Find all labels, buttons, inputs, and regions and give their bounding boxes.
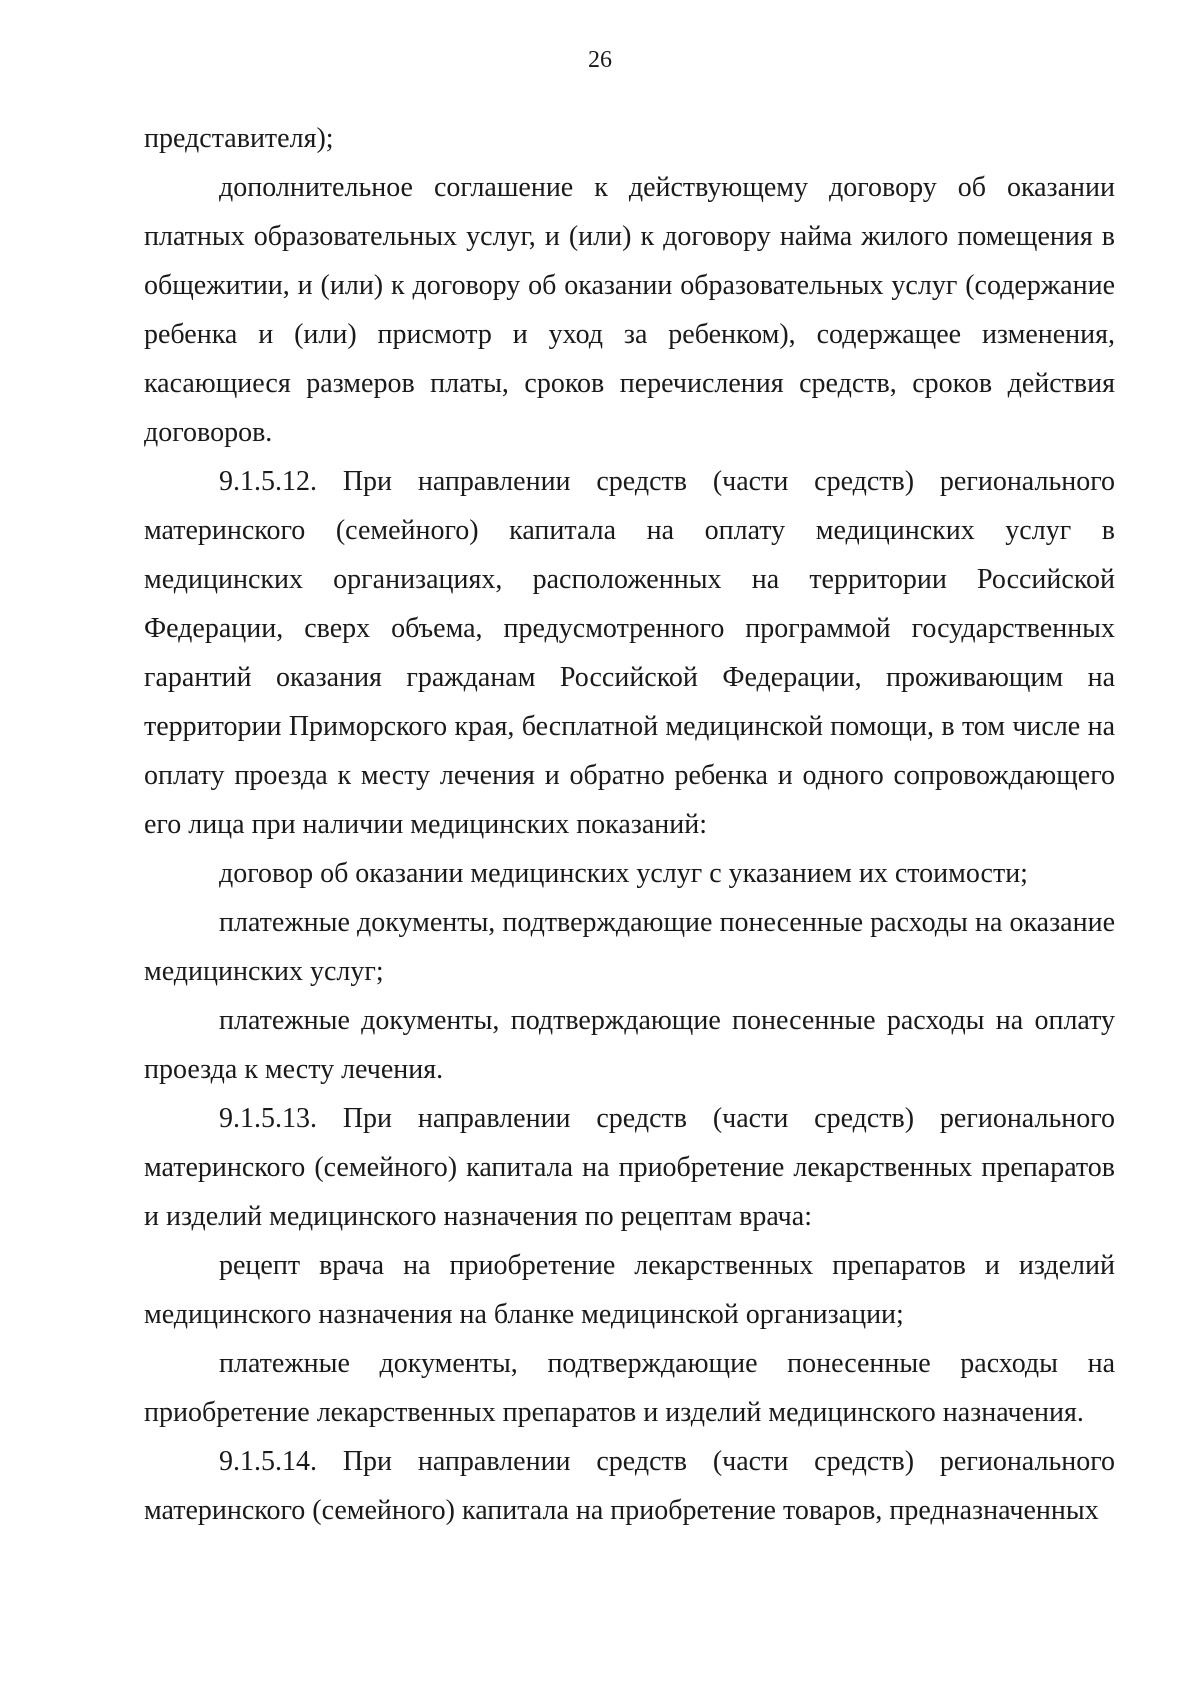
page-number: 26 bbox=[588, 47, 612, 73]
document-body bbox=[144, 114, 1115, 1535]
paragraph-prescription: рецепт врача на приобретение лекарственных препаратов и изделий медицинского назначения на бланке медицинской организации; bbox=[144, 1250, 1115, 1330]
paragraph-9-1-5-12: 9.1.5.12. При направлении средств (части средств) регионального материнского (семейного) капитала на оплату медицинских услуг в медицинских организациях, расположенных на территории Российской Федерации, сверх объема, предусмотренного программой государственных гарантий оказания гражданам Российской Федерации, проживающим на территории Приморского края, бесплатной медицинской помощи, в том числе на оплату проезда к месту лечения и обратно ребенка и одного сопровождающего его лица при наличии медицинских показаний: bbox=[144, 466, 1115, 840]
paragraph-payment-documents-travel: платежные документы, подтверждающие понесенные расходы на оплату проезда к месту лечения. bbox=[144, 1005, 1115, 1085]
paragraph-payment-documents-services: платежные документы, подтверждающие понесенные расходы на оказание медицинских услуг; bbox=[144, 907, 1115, 987]
paragraph-9-1-5-13: 9.1.5.13. При направлении средств (части средств) регионального материнского (семейного) капитала на приобретение лекарственных препаратов и изделий медицинского назначения по рецептам врача: bbox=[144, 1103, 1115, 1232]
paragraph-medical-contract: договор об оказании медицинских услуг с указанием их стоимости; bbox=[219, 858, 1028, 889]
paragraph-supplementary-agreement: дополнительное соглашение к действующему договору об оказании платных образовательных услуг, и (или) к договору найма жилого помещения в общежитии, и (или) к договору об оказании образовательных услуг (содержание ребенка и (или) присмотр и уход за ребенком), содержащее изменения, касающиеся размеров платы, сроков перечисления средств, сроков действия договоров. bbox=[144, 172, 1115, 448]
paragraph-payment-documents-medicines: платежные документы, подтверждающие понесенные расходы на приобретение лекарственных препаратов и изделий медицинского назначения. bbox=[144, 1348, 1115, 1428]
paragraph-continuation: представителя); bbox=[144, 123, 334, 154]
paragraph-9-1-5-14: 9.1.5.14. При направлении средств (части средств) регионального материнского (семейного) капитала на приобретение товаров, предназначенных bbox=[144, 1446, 1115, 1526]
